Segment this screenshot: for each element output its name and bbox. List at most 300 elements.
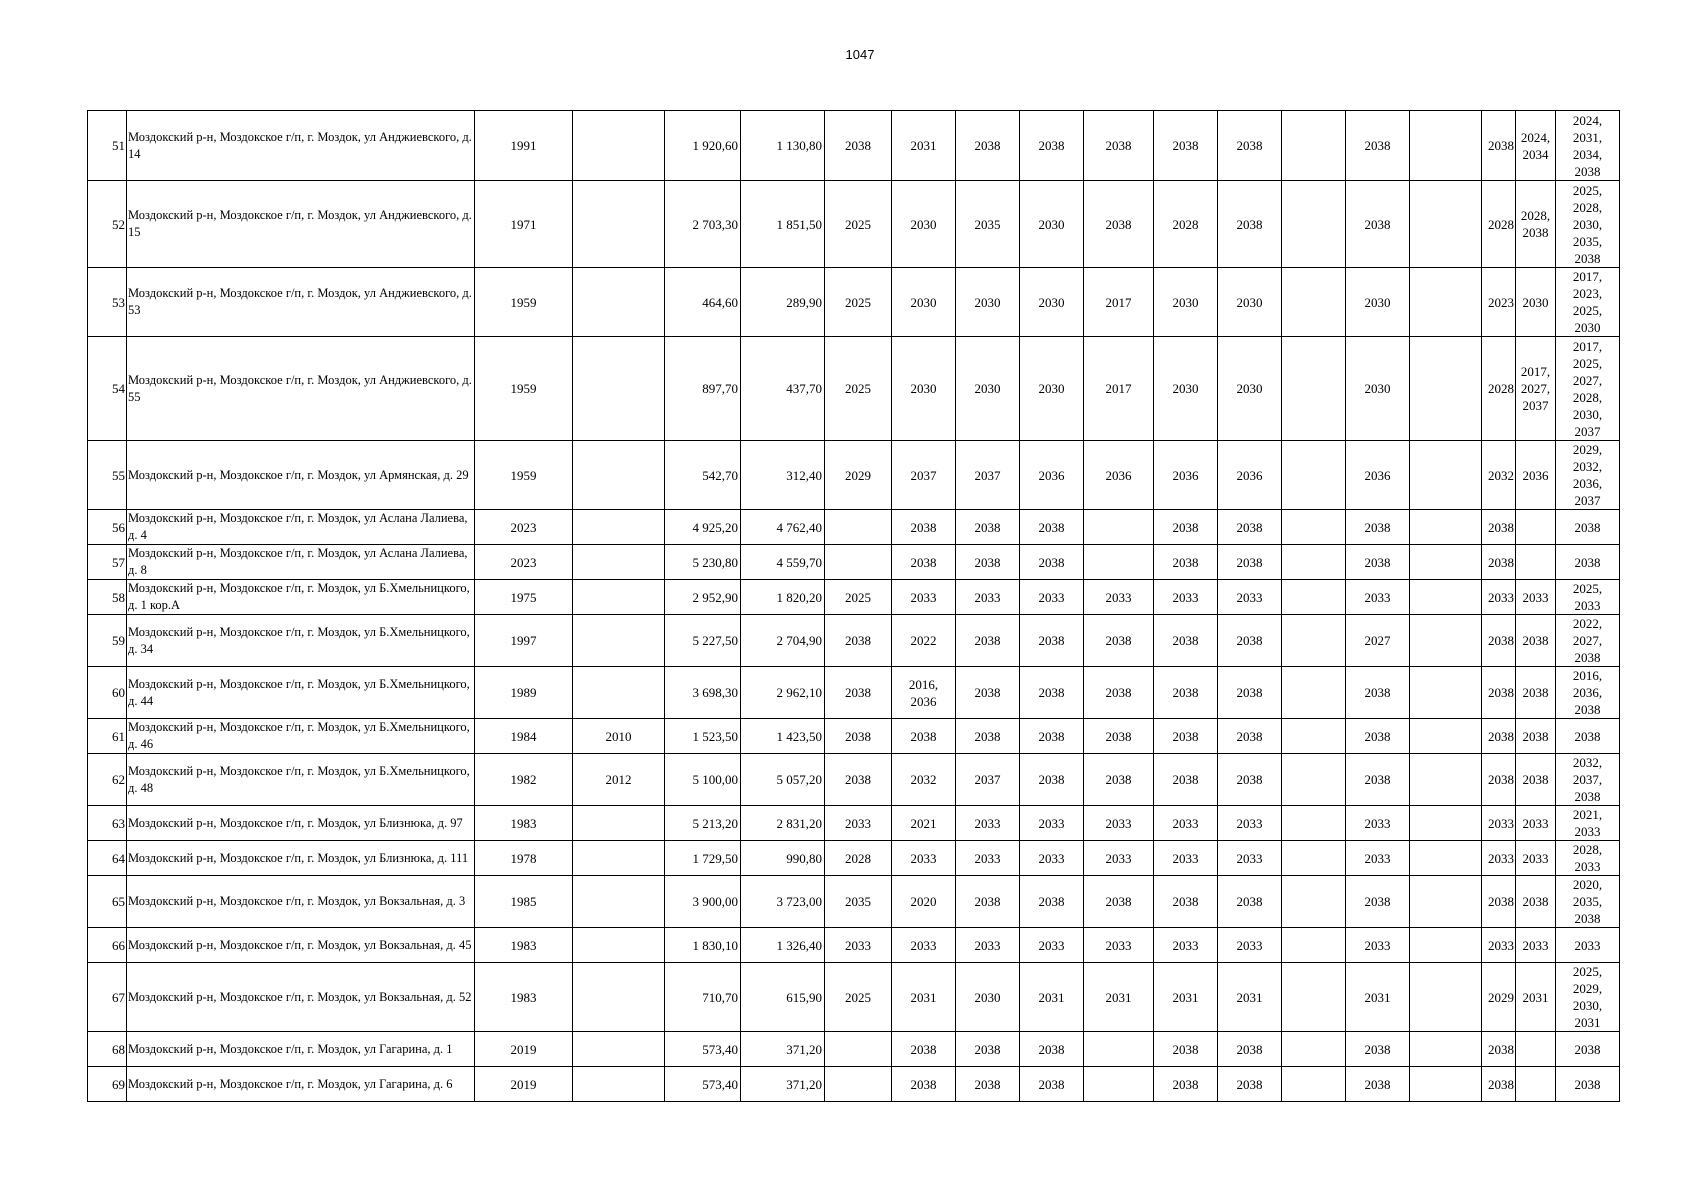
cell-year-c1: 2033 [825, 928, 892, 963]
cell-year-c10 [1410, 1032, 1482, 1067]
cell-year-c6: 2033 [1154, 928, 1218, 963]
cell-year-c3: 2033 [956, 806, 1020, 841]
cell-year-c13: 2017, 2023, 2025, 2030 [1556, 268, 1620, 337]
cell-year-c3: 2035 [956, 181, 1020, 268]
cell-row-number: 61 [88, 719, 127, 754]
cell-year-c9: 2030 [1346, 268, 1410, 337]
cell-year-c7: 2031 [1218, 963, 1282, 1032]
cell-year-c13: 2017, 2025, 2027, 2028, 2030, 2037 [1556, 337, 1620, 441]
cell-year-c8 [1282, 111, 1346, 181]
cell-year-c6: 2038 [1154, 510, 1218, 545]
cell-year-c1 [825, 1067, 892, 1102]
cell-year-c12: 2033 [1516, 928, 1556, 963]
cell-year-c6: 2033 [1154, 841, 1218, 876]
cell-total-area: 1 729,50 [665, 841, 741, 876]
cell-address: Моздокский р-н, Моздокское г/п, г. Моздок, ул Б.Хмельницкого, д. 34 [127, 615, 475, 667]
cell-year-c9: 2036 [1346, 441, 1410, 510]
cell-year-c1: 2028 [825, 841, 892, 876]
cell-living-area: 3 723,00 [741, 876, 825, 928]
cell-year-c12: 2038 [1516, 615, 1556, 667]
cell-year-c7: 2033 [1218, 928, 1282, 963]
cell-row-number: 55 [88, 441, 127, 510]
cell-year-c8 [1282, 510, 1346, 545]
cell-year-c10 [1410, 580, 1482, 615]
cell-year-c5: 2038 [1084, 111, 1154, 181]
cell-row-number: 69 [88, 1067, 127, 1102]
cell-year-c8 [1282, 719, 1346, 754]
cell-living-area: 2 831,20 [741, 806, 825, 841]
cell-year-c9: 2038 [1346, 111, 1410, 181]
cell-row-number: 65 [88, 876, 127, 928]
cell-year-c5: 2031 [1084, 963, 1154, 1032]
cell-year-c2: 2030 [892, 337, 956, 441]
cell-living-area: 4 559,70 [741, 545, 825, 580]
cell-year-c1 [825, 510, 892, 545]
cell-year-c6: 2030 [1154, 268, 1218, 337]
cell-year-reconstructed [573, 1032, 665, 1067]
cell-year-c5 [1084, 545, 1154, 580]
cell-living-area: 312,40 [741, 441, 825, 510]
cell-year-c8 [1282, 337, 1346, 441]
cell-living-area: 1 326,40 [741, 928, 825, 963]
cell-year-c7: 2038 [1218, 615, 1282, 667]
cell-year-c2: 2033 [892, 841, 956, 876]
cell-year-c4: 2038 [1020, 1067, 1084, 1102]
cell-living-area: 1 820,20 [741, 580, 825, 615]
cell-address: Моздокский р-н, Моздокское г/п, г. Моздок, ул Гагарина, д. 1 [127, 1032, 475, 1067]
cell-address: Моздокский р-н, Моздокское г/п, г. Моздок, ул Вокзальная, д. 45 [127, 928, 475, 963]
cell-year-c10 [1410, 876, 1482, 928]
cell-year-c4: 2033 [1020, 841, 1084, 876]
cell-year-c11: 2029 [1482, 963, 1516, 1032]
cell-year-c8 [1282, 667, 1346, 719]
cell-row-number: 54 [88, 337, 127, 441]
cell-year-c1: 2038 [825, 615, 892, 667]
cell-living-area: 990,80 [741, 841, 825, 876]
cell-year-c7: 2038 [1218, 510, 1282, 545]
table-row [88, 1032, 1620, 1067]
cell-year-c10 [1410, 510, 1482, 545]
cell-year-c12: 2017, 2027, 2037 [1516, 337, 1556, 441]
cell-address: Моздокский р-н, Моздокское г/п, г. Моздок, ул Анджиевского, д. 14 [127, 111, 475, 181]
cell-year-c7: 2033 [1218, 580, 1282, 615]
cell-year-c1: 2038 [825, 111, 892, 181]
cell-year-c7: 2033 [1218, 806, 1282, 841]
cell-year-c10 [1410, 963, 1482, 1032]
cell-year-c12: 2028, 2038 [1516, 181, 1556, 268]
cell-year-c6: 2038 [1154, 876, 1218, 928]
cell-year-reconstructed [573, 580, 665, 615]
cell-year-c10 [1410, 615, 1482, 667]
cell-year-c11: 2033 [1482, 841, 1516, 876]
cell-year-c6: 2028 [1154, 181, 1218, 268]
cell-year-c13: 2033 [1556, 928, 1620, 963]
cell-year-c1: 2025 [825, 580, 892, 615]
cell-row-number: 60 [88, 667, 127, 719]
cell-year-c13: 2032, 2037, 2038 [1556, 754, 1620, 806]
cell-year-c3: 2038 [956, 111, 1020, 181]
cell-year-c4: 2030 [1020, 181, 1084, 268]
cell-year-c2: 2038 [892, 1067, 956, 1102]
cell-year-c11: 2038 [1482, 615, 1516, 667]
cell-year-c12: 2033 [1516, 841, 1556, 876]
cell-year-c10 [1410, 754, 1482, 806]
cell-row-number: 56 [88, 510, 127, 545]
cell-year-c6: 2030 [1154, 337, 1218, 441]
cell-year-c5 [1084, 1032, 1154, 1067]
cell-year-c1: 2038 [825, 754, 892, 806]
cell-year-reconstructed [573, 268, 665, 337]
cell-living-area: 1 423,50 [741, 719, 825, 754]
table-row [88, 181, 1620, 268]
cell-year-c1: 2038 [825, 667, 892, 719]
cell-year-c9: 2033 [1346, 928, 1410, 963]
cell-year-c5: 2033 [1084, 580, 1154, 615]
cell-address: Моздокский р-н, Моздокское г/п, г. Моздок, ул Анджиевского, д. 15 [127, 181, 475, 268]
table-row [88, 111, 1620, 181]
cell-year-c3: 2037 [956, 754, 1020, 806]
cell-year-c13: 2025, 2028, 2030, 2035, 2038 [1556, 181, 1620, 268]
cell-year-c6: 2036 [1154, 441, 1218, 510]
cell-year-c10 [1410, 111, 1482, 181]
cell-year-c7: 2038 [1218, 667, 1282, 719]
cell-row-number: 63 [88, 806, 127, 841]
cell-year-c1 [825, 1032, 892, 1067]
cell-year-c3: 2038 [956, 545, 1020, 580]
cell-year-c3: 2030 [956, 268, 1020, 337]
cell-year-c10 [1410, 928, 1482, 963]
cell-total-area: 1 920,60 [665, 111, 741, 181]
cell-year-built: 1959 [475, 337, 573, 441]
cell-year-c3: 2038 [956, 510, 1020, 545]
cell-address: Моздокский р-н, Моздокское г/п, г. Моздок, ул Близнюка, д. 111 [127, 841, 475, 876]
cell-living-area: 437,70 [741, 337, 825, 441]
cell-year-c13: 2016, 2036, 2038 [1556, 667, 1620, 719]
cell-living-area: 615,90 [741, 963, 825, 1032]
cell-total-area: 710,70 [665, 963, 741, 1032]
cell-year-built: 1983 [475, 928, 573, 963]
cell-year-c3: 2033 [956, 580, 1020, 615]
cell-year-c13: 2025, 2033 [1556, 580, 1620, 615]
cell-year-c6: 2038 [1154, 111, 1218, 181]
cell-address: Моздокский р-н, Моздокское г/п, г. Моздок, ул Аслана Лалиева, д. 4 [127, 510, 475, 545]
cell-row-number: 66 [88, 928, 127, 963]
cell-living-area: 2 704,90 [741, 615, 825, 667]
table-row [88, 1067, 1620, 1102]
cell-row-number: 67 [88, 963, 127, 1032]
cell-total-area: 1 523,50 [665, 719, 741, 754]
cell-year-c1: 2025 [825, 181, 892, 268]
cell-year-c2: 2033 [892, 580, 956, 615]
cell-year-c12: 2030 [1516, 268, 1556, 337]
table-row [88, 510, 1620, 545]
cell-year-c7: 2038 [1218, 754, 1282, 806]
cell-year-c8 [1282, 928, 1346, 963]
cell-year-c10 [1410, 1067, 1482, 1102]
cell-total-area: 5 230,80 [665, 545, 741, 580]
cell-year-c3: 2038 [956, 667, 1020, 719]
cell-row-number: 64 [88, 841, 127, 876]
cell-year-c9: 2038 [1346, 719, 1410, 754]
cell-year-c9: 2038 [1346, 510, 1410, 545]
cell-total-area: 464,60 [665, 268, 741, 337]
cell-row-number: 59 [88, 615, 127, 667]
cell-year-built: 1983 [475, 963, 573, 1032]
cell-year-c12: 2024, 2034 [1516, 111, 1556, 181]
cell-year-c13: 2022, 2027, 2038 [1556, 615, 1620, 667]
cell-year-c11: 2028 [1482, 181, 1516, 268]
cell-living-area: 4 762,40 [741, 510, 825, 545]
cell-year-c1 [825, 545, 892, 580]
cell-year-c12: 2036 [1516, 441, 1556, 510]
cell-year-c6: 2038 [1154, 615, 1218, 667]
cell-year-built: 1991 [475, 111, 573, 181]
cell-year-c7: 2038 [1218, 876, 1282, 928]
cell-year-c2: 2032 [892, 754, 956, 806]
cell-address: Моздокский р-н, Моздокское г/п, г. Моздок, ул Анджиевского, д. 53 [127, 268, 475, 337]
table-row [88, 545, 1620, 580]
cell-year-c2: 2038 [892, 510, 956, 545]
cell-year-c5: 2038 [1084, 181, 1154, 268]
cell-year-c11: 2023 [1482, 268, 1516, 337]
cell-year-c5: 2033 [1084, 841, 1154, 876]
cell-year-reconstructed [573, 667, 665, 719]
cell-year-c2: 2033 [892, 928, 956, 963]
cell-year-reconstructed [573, 615, 665, 667]
cell-year-c12: 2031 [1516, 963, 1556, 1032]
cell-year-c8 [1282, 754, 1346, 806]
table-row [88, 928, 1620, 963]
cell-total-area: 3 900,00 [665, 876, 741, 928]
cell-year-c7: 2033 [1218, 841, 1282, 876]
cell-year-c5: 2038 [1084, 667, 1154, 719]
cell-year-c6: 2038 [1154, 545, 1218, 580]
cell-row-number: 53 [88, 268, 127, 337]
table-row [88, 806, 1620, 841]
cell-year-c5: 2017 [1084, 337, 1154, 441]
cell-year-c3: 2038 [956, 1032, 1020, 1067]
cell-year-c8 [1282, 615, 1346, 667]
cell-year-c11: 2038 [1482, 510, 1516, 545]
cell-year-c5: 2033 [1084, 806, 1154, 841]
cell-row-number: 58 [88, 580, 127, 615]
cell-year-reconstructed [573, 963, 665, 1032]
cell-year-c7: 2038 [1218, 719, 1282, 754]
cell-year-c9: 2033 [1346, 841, 1410, 876]
cell-year-c3: 2030 [956, 963, 1020, 1032]
cell-year-c13: 2029, 2032, 2036, 2037 [1556, 441, 1620, 510]
cell-year-c6: 2033 [1154, 580, 1218, 615]
cell-row-number: 52 [88, 181, 127, 268]
cell-year-c11: 2033 [1482, 928, 1516, 963]
cell-living-area: 371,20 [741, 1032, 825, 1067]
cell-total-area: 2 703,30 [665, 181, 741, 268]
cell-year-c13: 2021, 2033 [1556, 806, 1620, 841]
cell-total-area: 573,40 [665, 1032, 741, 1067]
cell-year-c11: 2038 [1482, 667, 1516, 719]
cell-year-c12 [1516, 510, 1556, 545]
cell-year-c11: 2038 [1482, 1067, 1516, 1102]
cell-year-built: 1971 [475, 181, 573, 268]
cell-row-number: 68 [88, 1032, 127, 1067]
cell-year-c2: 2038 [892, 719, 956, 754]
cell-year-c6: 2038 [1154, 754, 1218, 806]
cell-year-c4: 2033 [1020, 928, 1084, 963]
cell-year-built: 1997 [475, 615, 573, 667]
cell-year-c6: 2031 [1154, 963, 1218, 1032]
cell-year-c1: 2035 [825, 876, 892, 928]
cell-year-c13: 2038 [1556, 719, 1620, 754]
cell-year-c2: 2020 [892, 876, 956, 928]
cell-year-built: 2023 [475, 510, 573, 545]
cell-year-c13: 2028, 2033 [1556, 841, 1620, 876]
cell-address: Моздокский р-н, Моздокское г/п, г. Моздок, ул Б.Хмельницкого, д. 46 [127, 719, 475, 754]
table-row [88, 876, 1620, 928]
cell-year-c8 [1282, 876, 1346, 928]
cell-year-c8 [1282, 841, 1346, 876]
cell-year-c9: 2038 [1346, 181, 1410, 268]
cell-year-c4: 2030 [1020, 268, 1084, 337]
cell-year-c12: 2038 [1516, 754, 1556, 806]
cell-total-area: 5 213,20 [665, 806, 741, 841]
cell-year-c1: 2025 [825, 337, 892, 441]
cell-year-c3: 2038 [956, 719, 1020, 754]
cell-year-reconstructed [573, 111, 665, 181]
cell-year-c1: 2033 [825, 806, 892, 841]
cell-year-c11: 2038 [1482, 545, 1516, 580]
cell-year-c6: 2038 [1154, 719, 1218, 754]
cell-row-number: 57 [88, 545, 127, 580]
cell-year-c5: 2038 [1084, 615, 1154, 667]
cell-year-c12: 2033 [1516, 806, 1556, 841]
cell-year-built: 2019 [475, 1032, 573, 1067]
cell-year-c2: 2016, 2036 [892, 667, 956, 719]
cell-living-area: 2 962,10 [741, 667, 825, 719]
cell-year-c12 [1516, 1067, 1556, 1102]
table-row [88, 441, 1620, 510]
cell-year-c9: 2033 [1346, 806, 1410, 841]
cell-year-built: 2023 [475, 545, 573, 580]
cell-year-c2: 2037 [892, 441, 956, 510]
cell-year-c6: 2033 [1154, 806, 1218, 841]
cell-year-c8 [1282, 181, 1346, 268]
cell-year-c10 [1410, 268, 1482, 337]
cell-year-c6: 2038 [1154, 1032, 1218, 1067]
cell-year-c4: 2038 [1020, 615, 1084, 667]
cell-year-c7: 2030 [1218, 337, 1282, 441]
table-row [88, 615, 1620, 667]
cell-year-c6: 2038 [1154, 1067, 1218, 1102]
cell-year-c10 [1410, 441, 1482, 510]
page-number: 1047 [845, 47, 875, 62]
cell-year-c9: 2027 [1346, 615, 1410, 667]
cell-year-c12: 2038 [1516, 876, 1556, 928]
cell-row-number: 62 [88, 754, 127, 806]
cell-year-c9: 2038 [1346, 876, 1410, 928]
cell-year-c1: 2038 [825, 719, 892, 754]
cell-year-c13: 2038 [1556, 545, 1620, 580]
cell-year-c12 [1516, 1032, 1556, 1067]
cell-year-c9: 2038 [1346, 1032, 1410, 1067]
cell-year-c5: 2017 [1084, 268, 1154, 337]
cell-total-area: 5 227,50 [665, 615, 741, 667]
cell-year-c4: 2031 [1020, 963, 1084, 1032]
cell-year-c12: 2038 [1516, 719, 1556, 754]
cell-year-c10 [1410, 841, 1482, 876]
cell-year-built: 1975 [475, 580, 573, 615]
table-row [88, 667, 1620, 719]
cell-living-area: 1 130,80 [741, 111, 825, 181]
cell-year-reconstructed [573, 510, 665, 545]
cell-year-c7: 2036 [1218, 441, 1282, 510]
cell-year-c11: 2038 [1482, 754, 1516, 806]
cell-year-c5: 2036 [1084, 441, 1154, 510]
cell-year-c2: 2022 [892, 615, 956, 667]
cell-address: Моздокский р-н, Моздокское г/п, г. Моздок, ул Анджиевского, д. 55 [127, 337, 475, 441]
cell-year-c3: 2030 [956, 337, 1020, 441]
cell-year-c5: 2038 [1084, 876, 1154, 928]
cell-total-area: 5 100,00 [665, 754, 741, 806]
table-row [88, 754, 1620, 806]
table-row [88, 580, 1620, 615]
cell-year-c8 [1282, 441, 1346, 510]
cell-year-c3: 2038 [956, 876, 1020, 928]
cell-year-c4: 2038 [1020, 111, 1084, 181]
cell-year-c11: 2038 [1482, 1032, 1516, 1067]
cell-address: Моздокский р-н, Моздокское г/п, г. Моздок, ул Б.Хмельницкого, д. 1 кор.А [127, 580, 475, 615]
cell-year-c2: 2038 [892, 1032, 956, 1067]
cell-year-c13: 2038 [1556, 1067, 1620, 1102]
cell-year-c9: 2038 [1346, 667, 1410, 719]
cell-year-c13: 2025, 2029, 2030, 2031 [1556, 963, 1620, 1032]
cell-year-c2: 2031 [892, 963, 956, 1032]
cell-year-c11: 2038 [1482, 876, 1516, 928]
cell-year-c11: 2033 [1482, 580, 1516, 615]
cell-year-c4: 2038 [1020, 510, 1084, 545]
cell-living-area: 5 057,20 [741, 754, 825, 806]
cell-year-c10 [1410, 806, 1482, 841]
cell-year-c7: 2038 [1218, 1032, 1282, 1067]
cell-year-built: 1959 [475, 268, 573, 337]
cell-total-area: 4 925,20 [665, 510, 741, 545]
cell-year-c1: 2025 [825, 963, 892, 1032]
cell-address: Моздокский р-н, Моздокское г/п, г. Моздок, ул Вокзальная, д. 52 [127, 963, 475, 1032]
cell-address: Моздокский р-н, Моздокское г/п, г. Моздок, ул Аслана Лалиева, д. 8 [127, 545, 475, 580]
cell-year-c10 [1410, 545, 1482, 580]
cell-year-c7: 2038 [1218, 111, 1282, 181]
cell-year-c4: 2038 [1020, 754, 1084, 806]
cell-year-reconstructed [573, 337, 665, 441]
cell-year-c9: 2038 [1346, 1067, 1410, 1102]
cell-year-c10 [1410, 181, 1482, 268]
cell-year-c4: 2036 [1020, 441, 1084, 510]
cell-year-c8 [1282, 806, 1346, 841]
cell-year-reconstructed [573, 876, 665, 928]
cell-year-c10 [1410, 337, 1482, 441]
cell-year-c12: 2033 [1516, 580, 1556, 615]
cell-total-area: 573,40 [665, 1067, 741, 1102]
cell-year-c5: 2038 [1084, 719, 1154, 754]
cell-year-c4: 2038 [1020, 876, 1084, 928]
cell-year-c3: 2038 [956, 615, 1020, 667]
cell-year-c13: 2024, 2031, 2034, 2038 [1556, 111, 1620, 181]
cell-year-c4: 2038 [1020, 719, 1084, 754]
cell-year-c9: 2033 [1346, 580, 1410, 615]
cell-year-built: 1982 [475, 754, 573, 806]
housing-register-table [87, 110, 1620, 1102]
table-row [88, 337, 1620, 441]
cell-total-area: 897,70 [665, 337, 741, 441]
